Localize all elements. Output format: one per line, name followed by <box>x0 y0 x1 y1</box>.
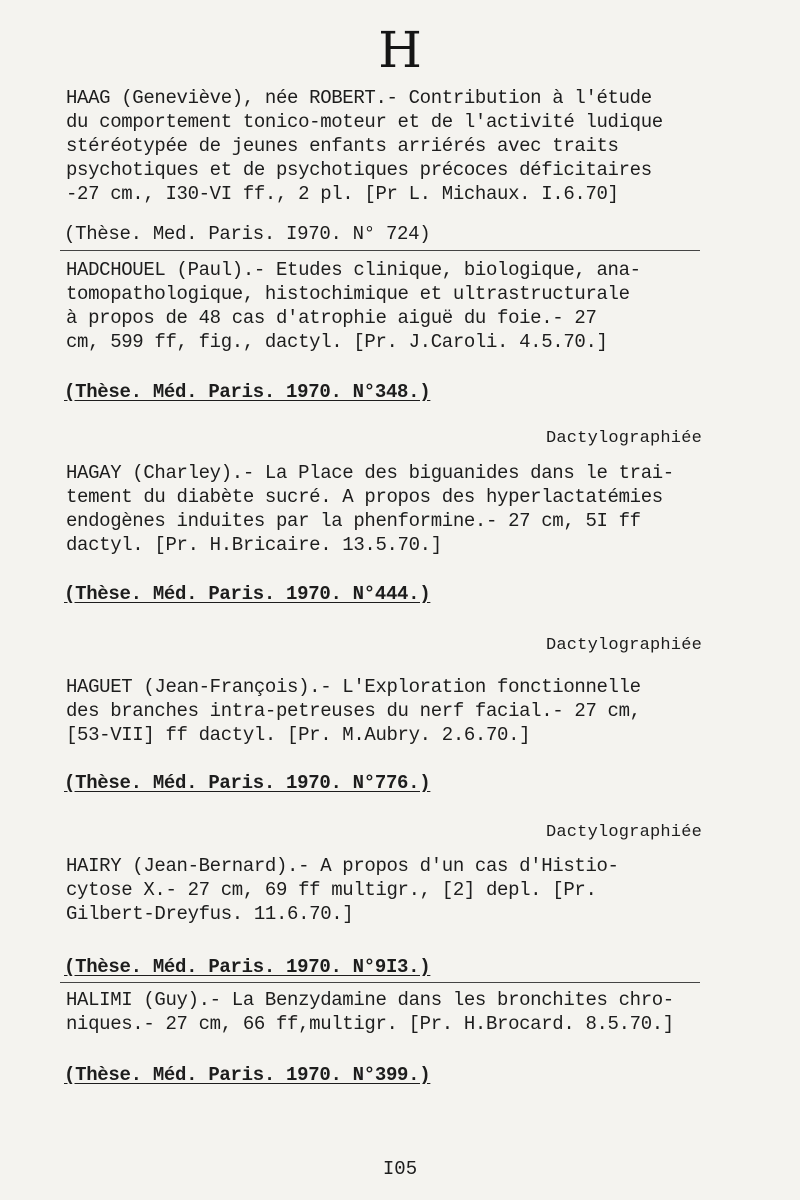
format-note: Dactylographiée <box>545 429 702 448</box>
thesis-citation: (Thèse. Méd. Paris. 1970. N°9I3.) <box>64 956 431 978</box>
entry-line: cm, 599 ff, fig., dactyl. [Pr. J.Caroli. 4.5.70.] <box>66 331 608 353</box>
entry-line: cytose X.- 27 cm, 69 ff multigr., [2] depl. [Pr. <box>66 879 597 901</box>
entry-line: HAAG (Geneviève), née ROBERT.- Contribution à l'étude <box>66 87 652 109</box>
entry-line: HALIMI (Guy).- La Benzydamine dans les bronchites chro- <box>66 989 674 1011</box>
entry-line: niques.- 27 cm, 66 ff,multigr. [Pr. H.Brocard. 8.5.70.] <box>66 1013 674 1035</box>
thesis-citation: (Thèse. Med. Paris. I970. N° 724) <box>64 223 431 245</box>
thesis-citation: (Thèse. Méd. Paris. 1970. N°399.) <box>64 1064 431 1086</box>
entry-line: -27 cm., I30-VI ff., 2 pl. [Pr L. Michaux. I.6.70] <box>66 183 619 205</box>
entry-line: à propos de 48 cas d'atrophie aiguë du foie.- 27 <box>66 307 597 329</box>
entry-line: HAIRY (Jean-Bernard).- A propos d'un cas d'Histio- <box>66 855 619 877</box>
entry-line: HAGUET (Jean-François).- L'Exploration fonctionnelle <box>66 676 641 698</box>
thesis-entry <box>66 675 736 747</box>
divider-rule <box>60 250 700 251</box>
thesis-entry <box>66 258 736 354</box>
format-note: Dactylographiée <box>545 823 702 842</box>
entry-line: stéréotypée de jeunes enfants arriérés avec traits <box>66 135 619 157</box>
entry-line: endogènes induites par la phenformine.- 27 cm, 5I ff <box>66 510 641 532</box>
entry-line: des branches intra-petreuses du nerf facial.- 27 cm, <box>66 700 641 722</box>
thesis-entry <box>66 461 736 557</box>
entry-line: du comportement tonico-moteur et de l'activité ludique <box>66 111 663 133</box>
thesis-entry <box>66 854 736 926</box>
divider-rule <box>60 982 700 983</box>
thesis-entry <box>66 988 736 1036</box>
entry-line: tement du diabète sucré. A propos des hyperlactatémies <box>66 486 663 508</box>
thesis-citation: (Thèse. Méd. Paris. 1970. N°348.) <box>64 381 431 403</box>
thesis-citation: (Thèse. Méd. Paris. 1970. N°776.) <box>64 772 431 794</box>
format-note: Dactylographiée <box>545 636 702 655</box>
letter-heading: H <box>378 21 422 79</box>
entry-line: HAGAY (Charley).- La Place des biguanides dans le trai- <box>66 462 674 484</box>
thesis-entry <box>66 86 736 206</box>
entry-line: psychotiques et de psychotiques précoces déficitaires <box>66 159 652 181</box>
page-number: I05 <box>382 1158 418 1180</box>
entry-line: HADCHOUEL (Paul).- Etudes clinique, biologique, ana- <box>66 259 641 281</box>
entry-line: tomopathologique, histochimique et ultrastructurale <box>66 283 630 305</box>
entry-line: dactyl. [Pr. H.Bricaire. 13.5.70.] <box>66 534 442 556</box>
thesis-citation: (Thèse. Méd. Paris. 1970. N°444.) <box>64 583 431 605</box>
entry-line: [53-VII] ff dactyl. [Pr. M.Aubry. 2.6.70.] <box>66 724 531 746</box>
entry-line: Gilbert-Dreyfus. 11.6.70.] <box>66 903 354 925</box>
